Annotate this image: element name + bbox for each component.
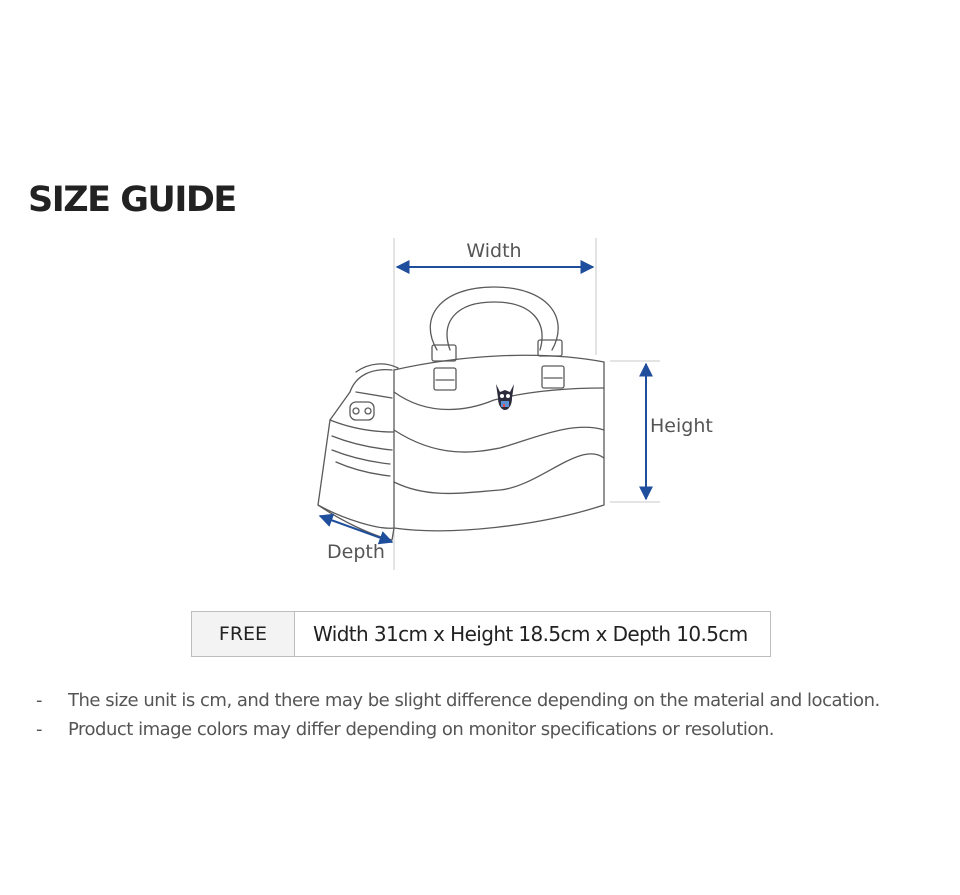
guide-lines [394, 238, 660, 570]
notes-list [36, 686, 880, 744]
note-item [36, 715, 880, 744]
brand-character-logo [496, 384, 514, 410]
size-table [191, 611, 771, 657]
depth-arrow [320, 516, 392, 542]
note-bullet: - [36, 719, 42, 740]
note-item [36, 686, 880, 715]
size-dimensions-cell: Width 31cm x Height 18.5cm x Depth 10.5cm [313, 622, 748, 646]
note-bullet: - [36, 690, 42, 711]
note-text: The size unit is cm, and there may be slight difference depending on the material and location. [68, 690, 880, 711]
depth-label: Depth [327, 541, 385, 563]
page-title: SIZE GUIDE [28, 180, 236, 220]
note-text: Product image colors may differ depending on monitor specifications or resolution. [68, 719, 775, 740]
size-option-cell: FREE [192, 612, 295, 656]
width-label: Width [466, 240, 522, 262]
bag-illustration [318, 287, 604, 540]
height-label: Height [650, 415, 713, 437]
